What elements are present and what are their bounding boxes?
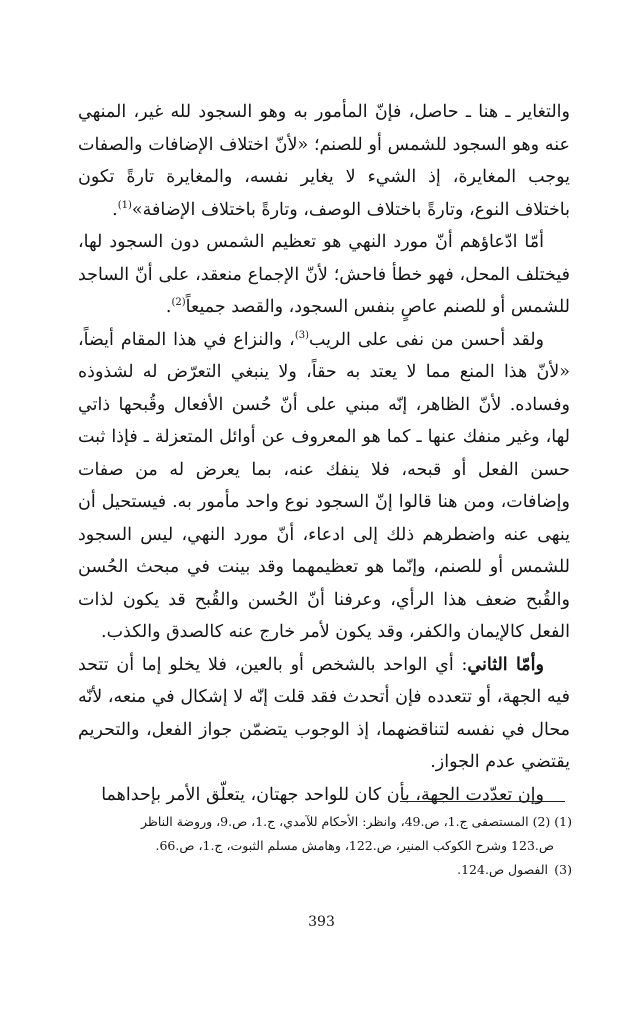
footnote-number: (3)	[554, 862, 572, 877]
footnote-text: ص.123 وشرح الكوكب المنير، ص.122، وهامش مسلم الثبوت، ج.1، ص.66.	[155, 838, 554, 853]
footnote-text: الفصول ص.124.	[457, 862, 549, 877]
footnote-number: (1) (2)	[532, 814, 572, 829]
main-text	[78, 96, 570, 811]
paragraph-4-text: : أي الواحد بالشخص أو بالعين، فلا يخلو إما أن تتحد فيه الجهة، أو تتعدده فإن أتحدث فقد قلت إنّه لا إشكال في منعه، لأنّه محال في نفسه لتناقضهما، إذ الوجوب يتضمّن جواز الفعل، والتحريم يقتضي عدم الجواز.	[78, 654, 570, 772]
paragraph-2	[78, 226, 570, 324]
page-body	[78, 96, 570, 811]
paragraph-1	[78, 96, 570, 226]
paragraph-5	[78, 779, 570, 812]
footnotes	[60, 810, 572, 882]
paragraph-2-text: أمّا ادّعاؤهم أنّ مورد النهي هو تعظيم الشمس دون السجود لها، فيختلف المحل، فهو خطأ فاحش؛ لأنّ الإجماع منعقد، على أنّ الساجد للشمس أو للصنم عاصٍ بنفس السجود، والقصد جميعاً	[78, 232, 570, 317]
paragraph-3-text-b: ، والنزاع في هذا المقام أيضاً، «لأنّ هذا المنع مما لا يعتد به حقاً، ولا ينبغي التعرّض له لشذوذه وفساده. لأنّ الظاهر، إنّه مبني على أنّ حُسن الأفعال وقُبحها ذاتي لها، وغير منفك عنها ـ كما هو المعروف عن أوائل المتعزلة ـ فإذا ثبت حسن الفعل أو قبحه، فلا ينفك عنه، بما يعرض له من صفات وإضافات، ومن هنا قالوا إنّ السجود نوع واحد مأمور به. فيستحيل أن ينهى عنه واضطرهم ذلك إلى ادعاء، أنّ مورد النهي، ليس السجود للشمس أو للصنم، وإنّما هو تعظيمهما وقد بينت في مبحث الحُسن والقُبح ضعف هذا الرأي، وعرفنا أنّ الحُسن والقُبح قد يكون لذات الفعل كالإيمان والكفر، وقد يكون لأمر خارج عنه كالصدق والكذب.	[78, 329, 570, 642]
paragraph-4	[78, 649, 570, 779]
paragraph-4-lead: وأمّا الثاني	[467, 654, 544, 675]
footnote-text: المستصفى ج.1، ص.49، وانظر: الأحكام للآمدي، ج.1، ص.9، وروضة الناظر	[141, 814, 529, 829]
paragraph-5-text: وإن تعدّدت الجهة، بأن كان للواحد جهتان، يتعلّق الأمر بإحداهما	[101, 784, 544, 805]
footnote-item	[60, 810, 572, 834]
footnote-item	[60, 858, 572, 882]
footnote-item	[60, 834, 572, 858]
footnote-ref-2[interactable]: (2)	[171, 297, 186, 309]
paragraph-3	[78, 324, 570, 649]
paragraph-1-end: .	[112, 199, 118, 220]
paragraph-3-text-a: ولقد أحسن من نفى على الريب	[309, 329, 544, 350]
paragraph-2-end: .	[165, 297, 172, 317]
footnote-ref-3[interactable]: (3)	[294, 329, 309, 341]
paragraph-1-text: والتغاير ـ هنا ـ حاصل، فإنّ المأمور به وهو السجود لله غير، المنهي عنه وهو السجود للشمس أو للصنم؛ «لأنّ اختلاف الإضافات والصفات يوجب المغايرة، إذ الشيء لا يغاير نفسه، والمغايرة تارةً تكون باختلاف النوع، وتارةً باختلاف الوصف، وتارةً باختلاف الإضافة»	[78, 102, 570, 220]
footnote-ref-1[interactable]: (1)	[117, 199, 132, 211]
page-number: 393	[308, 914, 335, 930]
footnote-divider	[400, 801, 565, 802]
